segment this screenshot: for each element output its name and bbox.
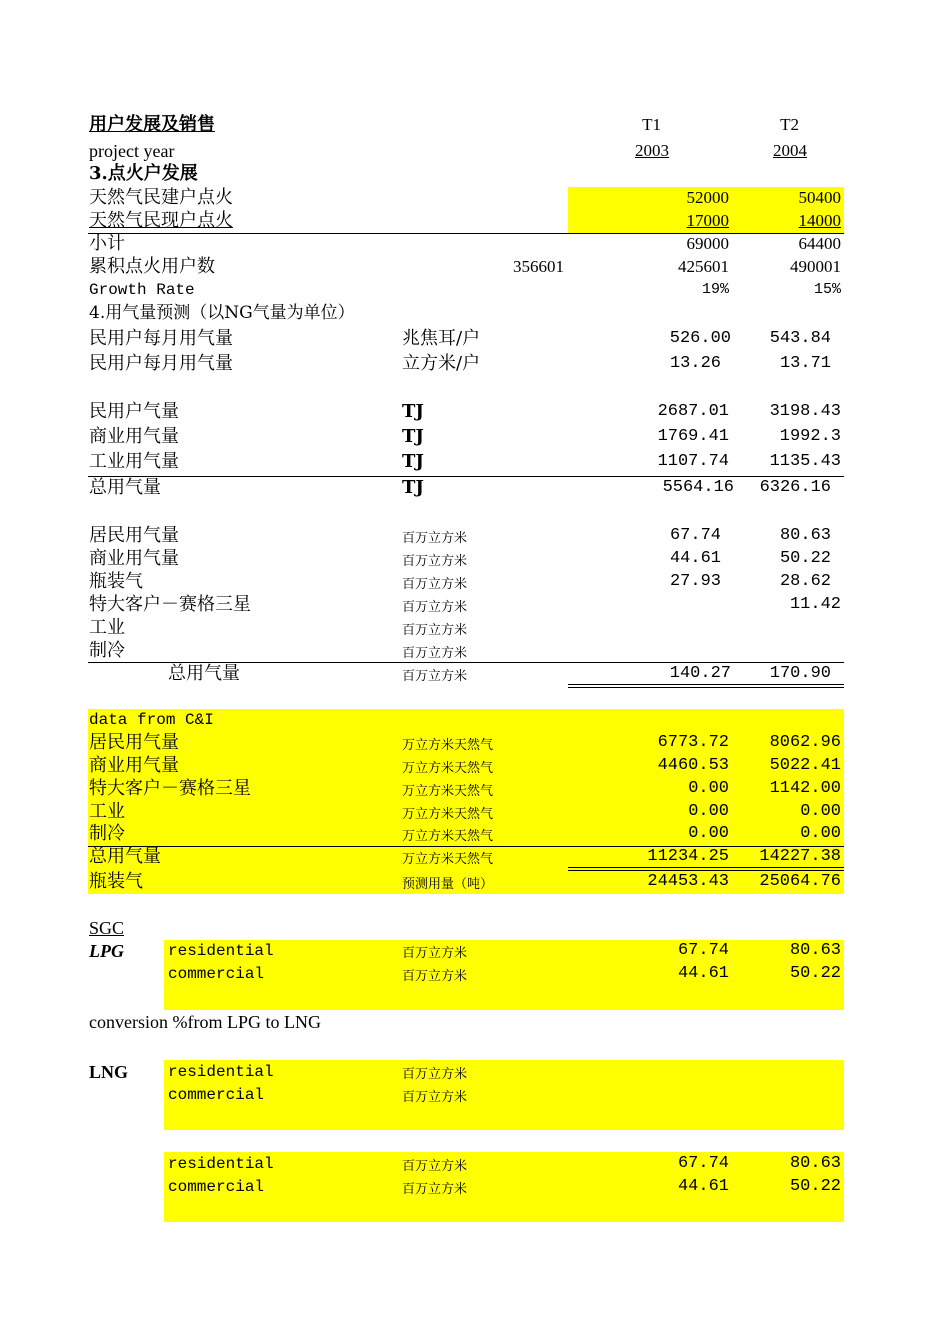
row-unit: 百万立方米 [402, 1067, 468, 1082]
row-label: 民用户每月用气量 [89, 328, 233, 349]
value-2004: 3198.43 [769, 402, 841, 421]
row-label: Growth Rate [89, 281, 195, 299]
table-row [88, 871, 844, 893]
year-2003: 2003 [635, 141, 669, 160]
row-label: 特大客户－赛格三星 [89, 594, 251, 615]
row-label: 商业用气量 [89, 755, 179, 776]
row-unit: 立方米/户 [402, 353, 481, 374]
sgc-heading-row [88, 917, 844, 939]
value-2004: 50400 [798, 188, 841, 207]
row-label: 商业用气量 [89, 548, 179, 569]
value-2004: 50.22 [789, 1177, 841, 1196]
table-row [88, 1061, 844, 1083]
table-row [88, 353, 844, 375]
row-label: 商业用气量 [89, 426, 179, 447]
lpg-label: LPG [89, 941, 124, 961]
row-unit: 万立方米天然气 [402, 761, 494, 776]
value-2003: 11234.25 [647, 847, 729, 866]
table-row [88, 940, 844, 962]
value-2003: 44.61 [677, 964, 729, 983]
row-unit: 百万立方米 [402, 969, 468, 984]
table-row [88, 426, 844, 448]
value-2004: 1135.43 [769, 452, 841, 471]
row-unit: 万立方米天然气 [402, 784, 494, 799]
row-label: 特大客户－赛格三星 [89, 778, 251, 799]
value-2004: 543.84 [769, 329, 831, 348]
value-2004: 15% [813, 281, 841, 298]
row-label: commercial [168, 1178, 265, 1196]
row-unit: TJ [402, 426, 424, 447]
year-2004: 2004 [773, 141, 807, 160]
value-2004: 13.71 [779, 354, 831, 373]
row-label: 累积点火用户数 [89, 256, 215, 277]
table-row [88, 256, 844, 278]
section3-heading: 3.点火户发展 [89, 163, 198, 184]
row-label: residential [168, 942, 274, 960]
row-unit: 万立方米天然气 [402, 738, 494, 753]
row-label: 天然气民建户点火 [89, 187, 233, 208]
row-label: 总用气量 [89, 477, 161, 498]
value-2003: 140.27 [669, 664, 731, 683]
value-2003: 5564.16 [662, 478, 734, 497]
table-row [88, 594, 844, 616]
value-2003: 67.74 [677, 941, 729, 960]
row-label: residential [168, 1063, 274, 1081]
value-2003: 52000 [686, 188, 729, 207]
value-2003: 2687.01 [657, 402, 729, 421]
row-unit: 兆焦耳/户 [402, 328, 481, 349]
value-2003: 1769.41 [657, 427, 729, 446]
header-row [88, 114, 844, 136]
value-2003: 44.61 [677, 1177, 729, 1196]
section3-heading-row [88, 163, 844, 185]
value-2004: 8062.96 [769, 733, 841, 752]
conversion-row [88, 1011, 844, 1033]
row-unit: TJ [402, 477, 424, 498]
row-label: 制冷 [89, 640, 125, 661]
row-label: 瓶装气 [89, 871, 143, 892]
value-2003: 4460.53 [657, 756, 729, 775]
table-row [88, 1176, 844, 1198]
value-2003: 6773.72 [657, 733, 729, 752]
table-row [88, 823, 844, 845]
value-2004: 50.22 [789, 964, 841, 983]
row-unit: 百万立方米 [402, 600, 468, 615]
value-2003: 17000 [686, 211, 729, 230]
value-2003: 0.00 [688, 824, 729, 843]
row-label: 工业用气量 [89, 451, 179, 472]
value-2004: 490001 [790, 257, 841, 276]
table-row [88, 1084, 844, 1106]
value-2003: 425601 [678, 257, 729, 276]
value-2003: 67.74 [669, 526, 721, 545]
value-2003: 19% [701, 281, 729, 298]
table-row [88, 477, 844, 499]
table-row [88, 328, 844, 350]
table-row [88, 401, 844, 423]
table-row [88, 233, 844, 255]
value-2004: 80.63 [789, 1154, 841, 1173]
table-row [88, 617, 844, 639]
table-row [88, 210, 844, 232]
column-t2: T2 [780, 115, 799, 134]
row-unit: 万立方米天然气 [402, 807, 494, 822]
row-label: 工业 [89, 801, 125, 822]
value-2004: 64400 [798, 234, 841, 253]
value-2003: 0.00 [688, 802, 729, 821]
value-2003: 526.00 [669, 329, 731, 348]
value-2004: 11.42 [789, 595, 841, 614]
value-2004: 1142.00 [769, 779, 841, 798]
row-unit: 百万立方米 [402, 1182, 468, 1197]
table-row [88, 801, 844, 823]
row-unit: 万立方米天然气 [402, 829, 494, 844]
row-label: 工业 [89, 617, 125, 638]
value-2004: 14000 [798, 211, 841, 230]
row-unit: 百万立方米 [402, 531, 468, 546]
lng-label: LNG [89, 1062, 129, 1082]
value-2003: 44.61 [669, 549, 721, 568]
value-2004: 170.90 [769, 664, 831, 683]
row-label: residential [168, 1155, 274, 1173]
row-label: 总用气量 [89, 846, 161, 867]
value-2004: 14227.38 [759, 847, 841, 866]
value-2004: 0.00 [800, 824, 841, 843]
sgc-heading: SGC [89, 918, 125, 938]
project-year-row [88, 140, 844, 162]
value-2003: 1107.74 [657, 452, 729, 471]
table-row [88, 778, 844, 800]
table-row [88, 187, 844, 209]
table-row [88, 963, 844, 985]
table-row [88, 548, 844, 570]
value-2004: 25064.76 [759, 872, 841, 891]
table-row [88, 1153, 844, 1175]
table-row [88, 525, 844, 547]
value-2003: 69000 [686, 234, 729, 253]
table-row [88, 663, 844, 685]
row-unit: 百万立方米 [402, 946, 468, 961]
conversion-label: conversion %from LPG to LNG [89, 1012, 321, 1032]
value-2004: 1992.3 [779, 427, 841, 446]
row-unit: TJ [402, 451, 424, 472]
table-row [88, 732, 844, 754]
row-label: 总用气量 [168, 663, 240, 684]
row-unit: 百万立方米 [402, 646, 468, 661]
sheet-title: 用户发展及销售 [89, 114, 215, 135]
row-unit: 百万立方米 [402, 623, 468, 638]
table-row [88, 846, 844, 868]
row-label: 小计 [89, 233, 125, 254]
row-label: commercial [168, 1086, 265, 1104]
table-row [88, 279, 844, 301]
ci-heading-row [88, 709, 844, 731]
column-t1: T1 [642, 115, 661, 134]
project-year-label: project year [89, 141, 175, 161]
row-unit: 预测用量（吨） [402, 877, 494, 892]
row-label: 天然气民现户点火 [89, 210, 233, 231]
table-row [88, 571, 844, 593]
value-2003: 27.93 [669, 572, 721, 591]
value-2004: 28.62 [779, 572, 831, 591]
section4-heading-row [88, 302, 844, 324]
rule-line [568, 687, 844, 688]
value-2003: 0.00 [688, 779, 729, 798]
value-base: 356601 [513, 257, 564, 276]
row-unit: 百万立方米 [402, 1090, 468, 1105]
table-row [88, 451, 844, 473]
row-unit: 百万立方米 [402, 669, 468, 684]
row-label: 居民用气量 [89, 732, 179, 753]
value-2004: 80.63 [779, 526, 831, 545]
value-2003: 24453.43 [647, 872, 729, 891]
value-2003: 13.26 [669, 354, 721, 373]
row-label: 制冷 [89, 823, 125, 844]
row-unit: 百万立方米 [402, 577, 468, 592]
value-2004: 6326.16 [759, 478, 831, 497]
table-row [88, 755, 844, 777]
row-label: 民用户气量 [89, 401, 179, 422]
row-label: 民用户每月用气量 [89, 353, 233, 374]
row-label: commercial [168, 965, 265, 983]
section4-heading: 4.用气量预测（以NG气量为单位） [89, 303, 355, 323]
row-unit: TJ [402, 401, 424, 422]
value-2004: 50.22 [779, 549, 831, 568]
row-unit: 百万立方米 [402, 1159, 468, 1174]
value-2004: 80.63 [789, 941, 841, 960]
row-unit: 万立方米天然气 [402, 852, 494, 867]
value-2004: 5022.41 [769, 756, 841, 775]
row-unit: 百万立方米 [402, 554, 468, 569]
ci-heading: data from C&I [89, 711, 214, 729]
value-2003: 67.74 [677, 1154, 729, 1173]
row-label: 居民用气量 [89, 525, 179, 546]
table-row [88, 640, 844, 662]
row-label: 瓶装气 [89, 571, 143, 592]
value-2004: 0.00 [800, 802, 841, 821]
